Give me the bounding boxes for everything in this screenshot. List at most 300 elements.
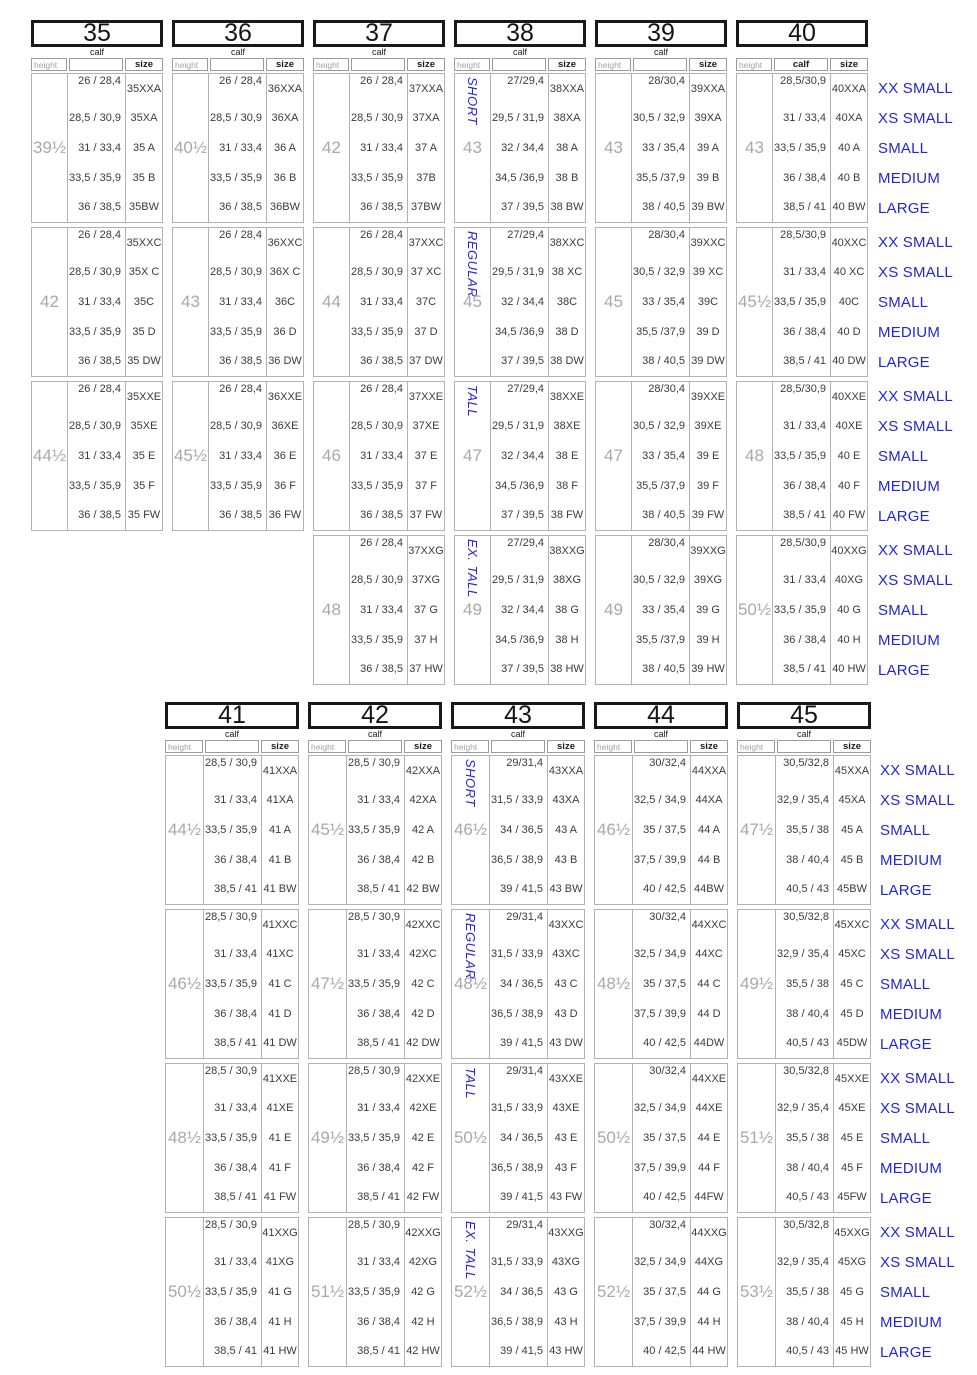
size-column-header: size [830,58,868,71]
height-value: 52½ [453,1282,488,1301]
size-value: 37C [415,295,437,308]
calf-range-cell [490,1064,548,1212]
calf-value: 33,5 / 35,9 [351,325,403,338]
calf-value: 28,5 / 30,9 [210,266,262,279]
size-value: 38XXE [549,390,585,403]
calf-value: 28,5/30,9 [780,74,826,87]
calf-value: 28,5 / 30,9 [348,756,400,769]
size-value: 41 G [268,1285,292,1298]
fit-size-label: LARGE [878,199,930,217]
size-value: 42 BW [406,883,440,896]
size-value: 41 F [268,1161,291,1174]
height-cell [596,74,632,222]
size-value: 37XA [412,112,440,125]
size-code-cell [548,1064,584,1212]
size-value: 42 E [411,1131,435,1144]
height-group [595,535,727,685]
calf-value: 35 / 37,5 [643,1285,686,1298]
size-column-header: size [404,740,442,753]
height-cell [452,756,490,904]
calf-value: 32,5 / 34,9 [634,948,686,961]
height-group [313,381,445,531]
calf-value: 30,5 / 32,9 [633,574,685,587]
calf-header-label: calf [230,47,245,57]
height-cell [166,756,204,904]
calf-value: 30,5 / 32,9 [633,420,685,433]
calf-range-cell [632,228,690,376]
fit-size-label: LARGE [880,881,932,899]
fit-type-label: EX. TALL [463,1221,478,1280]
calf-value: 28/30,4 [648,382,685,395]
calf-value: 37,5 / 39,9 [634,1161,686,1174]
calf-range-cell [209,228,267,376]
size-value: 35 B [132,171,156,184]
calf-value: 28,5 / 30,9 [205,910,257,923]
fit-type-label: TALL [465,385,480,418]
calf-value: 35,5 / 38 [786,1285,829,1298]
size-value: 44XE [695,1102,723,1115]
size-code-cell [126,228,162,376]
calf-value: 35,5 / 38 [786,977,829,990]
calf-value: 28,5 / 30,9 [69,112,121,125]
height-group [595,73,727,223]
size-code-cell [834,756,870,904]
calf-value: 31 / 33,4 [360,141,403,154]
calf-value: 27/29,4 [507,74,544,87]
calf-value: 36 / 38,4 [357,1161,400,1174]
size-value: 41XXE [262,1072,298,1085]
size-column-44 [594,702,728,1367]
height-group [454,73,586,223]
fit-size-label: MEDIUM [878,631,941,649]
size-code-cell [690,74,726,222]
size-value: 44 D [697,1007,721,1020]
size-value: 43 BW [549,883,583,896]
calf-value: 33,5 / 35,9 [351,479,403,492]
height-cell [738,756,776,904]
calf-value: 29,5 / 31,9 [492,266,544,279]
height-value: 42 [40,292,59,311]
calf-value: 33,5 / 35,9 [210,479,262,492]
size-value: 39C [697,295,719,308]
calf-value: 30/32,4 [649,756,686,769]
size-value: 40XXC [831,236,867,249]
height-value: 52½ [596,1282,631,1301]
size-value: 42 G [411,1285,435,1298]
calf-value: 37 / 39,5 [501,355,544,368]
calf-value: 31 / 33,4 [214,948,257,961]
calf-value: 38 / 40,5 [642,509,685,522]
calf-value: 29/31,4 [506,1218,543,1231]
size-code-cell [548,756,584,904]
fit-size-label: MEDIUM [878,169,941,187]
size-value: 39 E [696,449,720,462]
calf-range-cell [632,536,690,684]
size-value: 44 G [697,1285,721,1298]
calf-value: 33,5 / 35,9 [69,479,121,492]
calf-value: 28,5 / 30,9 [351,420,403,433]
size-value: 40XXA [831,82,867,95]
height-cell [596,228,632,376]
size-value: 45 B [840,853,864,866]
size-value: 40 FW [832,509,866,522]
calf-value: 29,5 / 31,9 [492,112,544,125]
calf-value: 33,5 / 35,9 [205,1285,257,1298]
height-cell [309,1218,347,1366]
calf-range-cell [773,536,831,684]
height-value: 50½ [453,1128,488,1147]
calf-value: 32,9 / 35,4 [777,794,829,807]
calf-range-cell [209,74,267,222]
calf-value: 31 / 33,4 [360,603,403,616]
fit-size-label: SMALL [878,293,929,311]
fit-size-label: MEDIUM [878,323,941,341]
size-value: 37XXC [408,236,444,249]
size-value: 43 E [554,1131,578,1144]
size-value: 39XXG [690,544,726,557]
fit-size-label: XX SMALL [878,233,953,251]
height-value: 50½ [596,1128,631,1147]
size-value: 39XA [694,112,722,125]
calf-value: 34,5 /36,9 [495,633,544,646]
size-value: 45 G [840,1285,864,1298]
calf-range-cell [209,382,267,530]
calf-range-cell [347,1218,405,1366]
calf-value: 38,5 / 41 [214,1191,257,1204]
size-value: 39 BW [691,201,725,214]
height-group [165,1217,299,1367]
calf-range-cell [490,1218,548,1366]
size-value: 43XXE [548,1072,584,1085]
height-cell [452,910,490,1058]
fit-size-label: LARGE [878,661,930,679]
height-value: 45½ [737,292,772,311]
calf-value: 38,5 / 41 [783,663,826,676]
height-group [454,535,586,685]
size-value: 42 B [411,853,435,866]
fit-size-label: LARGE [878,507,930,525]
height-group [313,535,445,685]
calf-value: 26 / 28,4 [360,536,403,549]
height-group [165,909,299,1059]
fit-label-group [880,1063,955,1213]
calf-header-label: calf [512,47,527,57]
calf-value: 26 / 28,4 [360,228,403,241]
calf-value: 33,5 / 35,9 [205,823,257,836]
calf-value: 38 / 40,4 [786,1007,829,1020]
size-value: 45XG [837,1256,867,1269]
fit-size-label: LARGE [880,1343,932,1361]
size-value: 37 E [414,449,438,462]
size-code-cell [691,910,727,1058]
calf-value: 31 / 33,4 [214,794,257,807]
size-value: 42XE [409,1102,437,1115]
height-value: 48½ [167,1128,202,1147]
size-value: 39 G [696,603,720,616]
size-value: 38XXG [549,544,585,557]
size-value: 40 XC [833,266,865,279]
size-value: 39XXC [690,236,726,249]
calf-value: 36 / 38,5 [360,201,403,214]
calf-range-cell [350,74,408,222]
fit-size-label: XX SMALL [878,387,953,405]
height-value: 46½ [453,820,488,839]
calf-value: 38,5 / 41 [214,883,257,896]
calf-value: 28,5 / 30,9 [351,112,403,125]
height-value: 49½ [310,1128,345,1147]
height-group [737,1217,871,1367]
calf-range-cell [776,756,834,904]
size-value: 35 E [132,449,156,462]
size-value: 45 D [840,1007,864,1020]
height-value: 48 [745,446,764,465]
size-value: 44 E [697,1131,721,1144]
calf-range-cell [204,910,262,1058]
calf-value: 30/32,4 [649,1064,686,1077]
calf-value: 33,5 / 35,9 [210,171,262,184]
calf-column-header: calf [774,58,828,71]
calf-value: 30/32,4 [649,910,686,923]
size-value: 43XG [551,1256,581,1269]
fit-label-group [878,535,953,685]
size-value: 45XXG [834,1226,870,1239]
calf-value: 36 / 38,5 [78,355,121,368]
height-group [594,909,728,1059]
calf-value: 31 / 33,4 [219,449,262,462]
fit-labels-bottom [880,755,955,1367]
height-value: 43 [181,292,200,311]
calf-value: 28,5 / 30,9 [205,1064,257,1077]
size-code-cell [262,756,298,904]
calf-value: 28,5 / 30,9 [348,1064,400,1077]
size-code-cell [549,74,585,222]
height-group [313,227,445,377]
size-column-header: size [261,740,299,753]
size-value: 35BW [129,201,159,214]
size-value: 35XXA [126,82,162,95]
size-value: 37 DW [409,355,443,368]
size-value: 45FW [837,1191,867,1204]
size-value: 41XE [266,1102,294,1115]
height-cell [737,536,773,684]
fit-size-label: XS SMALL [880,791,955,809]
calf-value: 33,5 / 35,9 [69,171,121,184]
fit-size-label: LARGE [880,1189,932,1207]
height-column-header: height [165,740,203,753]
calf-value: 38 / 40,5 [642,355,685,368]
size-code-cell [690,382,726,530]
height-group [595,381,727,531]
calf-value: 32 / 34,4 [501,449,544,462]
calf-value: 36 / 38,5 [219,509,262,522]
fit-size-label: MEDIUM [878,477,941,495]
calf-value: 36 / 38,4 [214,1315,257,1328]
calf-value: 28,5/30,9 [780,536,826,549]
height-cell [173,74,209,222]
calf-header-label: calf [89,47,104,57]
calf-value: 33,5 / 35,9 [351,171,403,184]
fit-size-label: XS SMALL [880,945,955,963]
calf-value: 31 / 33,4 [357,1102,400,1115]
height-cell [737,74,773,222]
size-code-cell [691,1218,727,1366]
calf-value: 32 / 34,4 [501,295,544,308]
size-value: 36 D [273,325,297,338]
size-value: 44 C [697,977,721,990]
height-column-header: height [308,740,346,753]
size-code-cell [267,74,303,222]
calf-header-label: calf [367,729,382,739]
calf-value: 33 / 35,4 [642,449,685,462]
height-group [451,755,585,905]
size-value: 40 B [837,171,861,184]
fit-type-label: REGULAR [463,913,478,980]
size-value: 45XA [838,794,866,807]
calf-value: 36 / 38,4 [357,1315,400,1328]
calf-value: 37,5 / 39,9 [634,853,686,866]
height-column-header: height [595,58,631,71]
calf-value: 28,5 / 30,9 [351,574,403,587]
calf-value: 33 / 35,4 [642,295,685,308]
size-value: 43XXC [548,918,584,931]
size-value: 38 A [555,141,579,154]
size-value: 39XG [693,574,723,587]
calf-value: 33,5 / 35,9 [205,1131,257,1144]
height-cell [595,1064,633,1212]
fit-size-label: XS SMALL [878,571,953,589]
fit-size-label: XX SMALL [880,761,955,779]
size-value: 41XA [266,794,294,807]
size-value: 38 B [555,171,579,184]
size-value: 39 XC [692,266,724,279]
size-value: 44 A [697,823,721,836]
height-cell [173,382,209,530]
calf-value: 36 / 38,4 [214,1007,257,1020]
size-code-cell [262,1064,298,1212]
calf-value: 31,5 / 33,9 [491,1256,543,1269]
size-code-cell [408,228,444,376]
height-value: 53½ [739,1282,774,1301]
size-value: 36BW [270,201,300,214]
section-sizes-35-40 [31,20,868,685]
calf-value: 33,5 / 35,9 [205,977,257,990]
height-value: 47½ [739,820,774,839]
calf-value: 38,5 / 41 [783,201,826,214]
size-value: 35XE [130,420,158,433]
column-number-box: 36 [172,20,304,47]
fit-label-group [878,227,953,377]
calf-value: 40 / 42,5 [643,1345,686,1358]
height-group [451,1063,585,1213]
fit-label-group [880,909,955,1059]
size-column-header: size [689,58,727,71]
calf-range-cell [204,756,262,904]
fit-label-group [878,381,953,531]
height-cell [166,910,204,1058]
size-value: 41 C [268,977,292,990]
size-value: 37B [416,171,436,184]
size-value: 41 B [268,853,292,866]
height-value: 43 [604,138,623,157]
calf-value: 31 / 33,4 [214,1102,257,1115]
size-value: 41 BW [263,883,297,896]
height-group [594,755,728,905]
calf-value: 31 / 33,4 [783,266,826,279]
calf-value: 40 / 42,5 [643,1037,686,1050]
calf-range-cell [491,382,549,530]
calf-value: 31 / 33,4 [78,295,121,308]
size-value: 36XXE [267,390,303,403]
calf-value: 33,5 / 35,9 [774,449,826,462]
calf-value: 32,9 / 35,4 [777,1102,829,1115]
fit-type-label: EX. TALL [465,539,480,598]
height-group [454,227,586,377]
calf-value: 36 / 38,4 [357,853,400,866]
height-value: 44 [322,292,341,311]
size-value: 36XXA [267,82,303,95]
size-value: 44XXC [691,918,727,931]
size-value: 36 DW [268,355,302,368]
size-value: 40XA [835,112,863,125]
height-cell [32,228,68,376]
size-code-cell [831,74,867,222]
size-value: 38 BW [550,201,584,214]
calf-range-cell [490,910,548,1058]
size-value: 37 A [414,141,438,154]
fit-size-label: SMALL [878,601,929,619]
height-column-header: height [736,58,772,71]
height-value: 43 [745,138,764,157]
size-value: 37 HW [409,663,443,676]
height-cell [309,1064,347,1212]
calf-value: 30,5/32,8 [783,910,829,923]
column-number-box: 43 [451,702,585,729]
calf-value: 28,5 / 30,9 [205,1218,257,1231]
calf-value: 39 / 41,5 [500,883,543,896]
size-code-cell [405,910,441,1058]
size-value: 37XG [411,574,441,587]
size-value: 40 G [837,603,861,616]
height-value: 49½ [739,974,774,993]
calf-value: 33 / 35,4 [642,603,685,616]
height-value: 45½ [310,820,345,839]
size-value: 43XE [552,1102,580,1115]
height-value: 45 [463,292,482,311]
height-value: 51½ [310,1282,345,1301]
calf-value: 34,5 /36,9 [495,171,544,184]
calf-range-cell [633,756,691,904]
calf-range-cell [491,536,549,684]
size-column-40 [736,20,868,685]
size-value: 40 DW [832,355,866,368]
size-value: 45 A [840,823,864,836]
column-number-box: 45 [737,702,871,729]
size-column-39 [595,20,727,685]
size-value: 35 D [132,325,156,338]
size-value: 39 A [696,141,720,154]
calf-value: 26 / 28,4 [360,74,403,87]
calf-range-cell [350,382,408,530]
size-value: 38 E [555,449,579,462]
size-value: 43 D [554,1007,578,1020]
height-group [737,909,871,1059]
height-group [172,227,304,377]
column-number-box: 44 [594,702,728,729]
size-value: 43 H [554,1315,578,1328]
column-number-box: 40 [736,20,868,47]
calf-value: 26 / 28,4 [219,228,262,241]
calf-header-label: calf [224,729,239,739]
